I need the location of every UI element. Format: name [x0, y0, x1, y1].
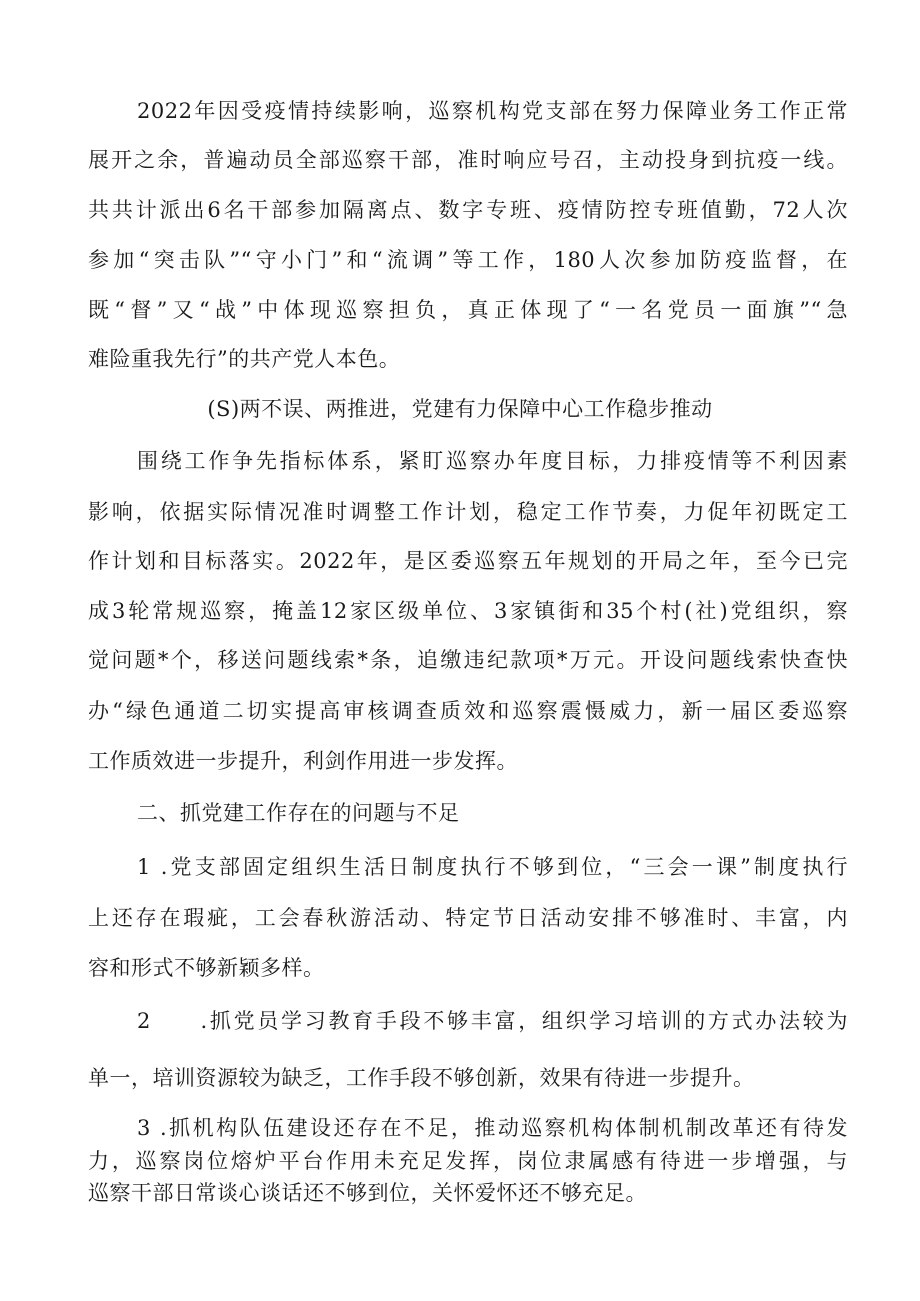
paragraph-1-line-6: 难险重我先行”的共产党人本色。 [88, 347, 401, 371]
item-1-line-2: 上还存在瑕疵，工会春秋游活动、特定节日活动安排不够准时、丰富，内 [88, 906, 848, 930]
paragraph-1-line-2: 展开之余，普遍动员全部巡察干部，准时响应号召，主动投身到抗疫一线。 [88, 148, 848, 172]
section-heading: 二、抓党建工作存在的问题与不足 [137, 801, 460, 825]
paragraph-2-line-7: 工作质效进一步提升，利剑作用进一步发挥。 [88, 749, 518, 773]
paragraph-2-line-5: 觉问题*个，移送问题线索*条，追缴违纪款项*万元。开设问题线索快查快 [88, 648, 848, 672]
item-3-line-2: 力，巡察岗位熔炉平台作用未充足发挥，岗位隶属感有待进一步增强，与 [88, 1149, 848, 1173]
paragraph-1-line-3: 共共计派出6名干部参加隔离点、数字专班、疫情防控专班值勤，72人次 [88, 198, 848, 222]
paragraph-2-line-6: 办“绿色通道二切实提高审核调查质效和巡察震慑威力，新一届区委巡察 [88, 699, 848, 723]
item-1-line-3: 容和形式不够新颖多样。 [88, 956, 325, 980]
item-3-line-3: 巡察干部日常谈心谈话还不够到位，关怀爱怀还不够充足。 [88, 1181, 647, 1205]
item-1-line-1: 1 .党支部固定组织生活日制度执行不够到位，“三会一课”制度执行 [137, 855, 848, 879]
subheading: (S)两不误、两推进，党建有力保障中心工作稳步推动 [207, 397, 713, 421]
item-3-line-1: 3 .抓机构队伍建设还存在不足，推动巡察机构体制机制改革还有待发 [137, 1116, 848, 1140]
item-2-line-1: 2 .抓党员学习教育手段不够丰富，组织学习培训的方式办法较为 [137, 1009, 848, 1033]
paragraph-1-line-4: 参加“突击队”“守小门”和“流调”等工作，180人次参加防疫监督，在 [88, 248, 848, 272]
paragraph-1-line-1: 2022年因受疫情持续影响，巡察机构党支部在努力保障业务工作正常 [137, 99, 848, 123]
item-2-line-2: 单一，培训资源较为缺乏，工作手段不够创新，效果有待进一步提升。 [88, 1066, 755, 1090]
paragraph-1-line-5: 既“督”又“战”中体现巡察担负，真正体现了“一名党员一面旗”“急 [88, 298, 848, 322]
paragraph-2-line-4: 成3轮常规巡察，掩盖12家区级单位、3家镇街和35个村(社)党组织，察 [88, 599, 848, 623]
paragraph-2-line-3: 作计划和目标落实。2022年，是区委巡察五年规划的开局之年，至今已完 [88, 549, 848, 573]
paragraph-2-line-2: 影响，依据实际情况准时调整工作计划，稳定工作节奏，力促年初既定工 [88, 500, 848, 524]
paragraph-2-line-1: 围绕工作争先指标体系，紧盯巡察办年度目标，力排疫情等不利因素 [137, 449, 848, 473]
